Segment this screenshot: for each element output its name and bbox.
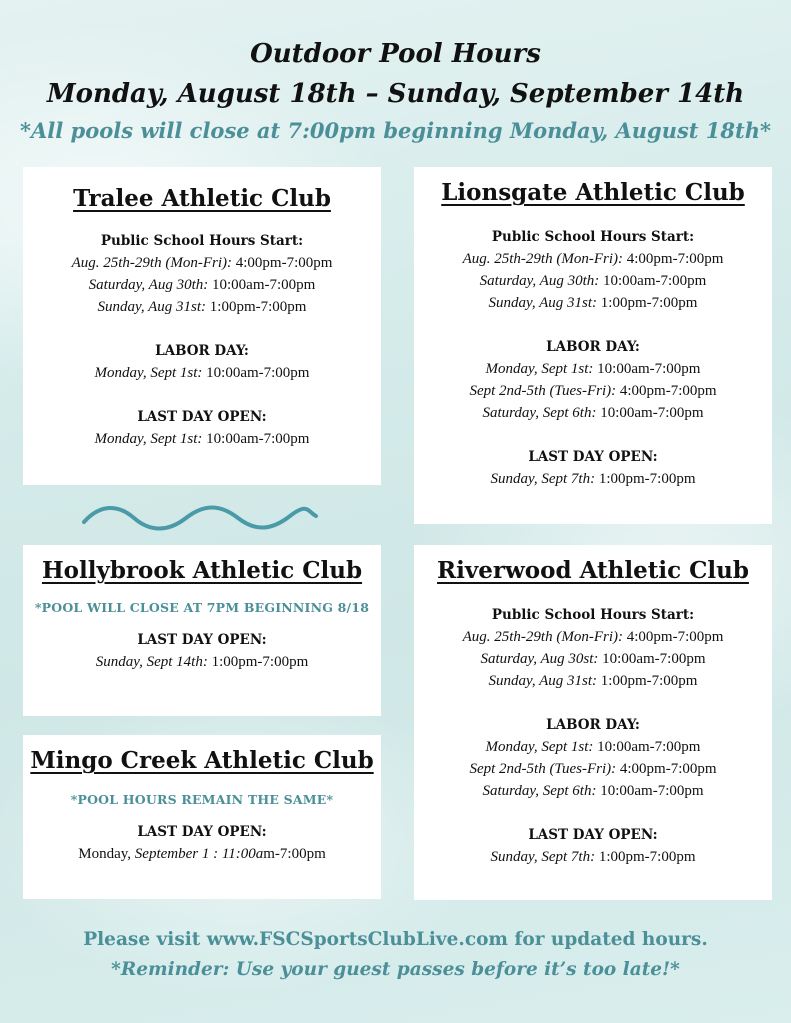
card-mingo-creek [23,735,381,899]
school-hours-heading: Public School Hours Start: [100,233,304,249]
hours-line: Sunday, Sept 14th: 1:00pm-7:00pm [95,654,309,670]
card-riverwood [414,545,772,900]
card-hollybrook [23,545,381,716]
school-hours-heading: Public School Hours Start: [491,229,695,245]
labor-day-heading: LABOR DAY: [546,339,640,355]
card-title-riverwood: Riverwood Athletic Club [437,557,749,584]
page-title-line2: Monday, August 18th – Sunday, September 14th [46,79,745,109]
card-title-tralee: Tralee Athletic Club [73,185,331,212]
hours-line: Saturday, Aug 30th: 10:00am-7:00pm [88,277,316,293]
pool-hours-note: *POOL HOURS REMAIN THE SAME* [70,792,334,807]
last-day-heading: LAST DAY OPEN: [528,449,658,465]
card-tralee [23,167,381,485]
hours-line: Saturday, Sept 6th: 10:00am-7:00pm [482,405,704,421]
hours-line: Aug. 25th-29th (Mon-Fri): 4:00pm-7:00pm [71,255,333,271]
hours-line: Saturday, Aug 30th: 10:00am-7:00pm [479,273,707,289]
guest-pass-reminder: *Reminder: Use your guest passes before it’s too late!* [111,959,680,980]
last-day-heading: LAST DAY OPEN: [137,824,267,840]
hours-line: Sunday, Aug 31st: 1:00pm-7:00pm [97,299,307,315]
last-day-heading: LAST DAY OPEN: [528,827,658,843]
pool-close-note: *POOL WILL CLOSE AT 7PM BEGINNING 8/18 [34,600,370,615]
hours-line: Monday, Sept 1st: 10:00am-7:00pm [94,431,310,447]
page-subtitle: *All pools will close at 7:00pm beginning Monday, August 18th* [20,118,771,143]
wave-decoration-icon [80,500,320,536]
school-hours-heading: Public School Hours Start: [491,607,695,623]
card-title-hollybrook: Hollybrook Athletic Club [41,557,363,584]
hours-line: Sunday, Aug 31st: 1:00pm-7:00pm [488,673,698,689]
hours-line: Monday, Sept 1st: 10:00am-7:00pm [485,361,701,377]
hours-line: Sept 2nd-5th (Tues-Fri): 4:00pm-7:00pm [469,383,717,399]
last-day-heading: LAST DAY OPEN: [137,632,267,648]
card-lionsgate [414,167,772,524]
card-title-mingo-creek: Mingo Creek Athletic Club [30,747,374,774]
hours-line: Saturday, Aug 30st: 10:00am-7:00pm [480,651,706,667]
hours-line: Sunday, Sept 7th: 1:00pm-7:00pm [490,471,696,487]
hours-line: Aug. 25th-29th (Mon-Fri): 4:00pm-7:00pm [462,629,724,645]
website-notice: Please visit www.FSCSportsClubLive.com for updated hours. [83,929,708,950]
page-title-line1: Outdoor Pool Hours [250,39,541,69]
hours-line: Sept 2nd-5th (Tues-Fri): 4:00pm-7:00pm [469,761,717,777]
labor-day-heading: LABOR DAY: [546,717,640,733]
hours-line: Monday, Sept 1st: 10:00am-7:00pm [485,739,701,755]
hours-line: Sunday, Aug 31st: 1:00pm-7:00pm [488,295,698,311]
labor-day-heading: LABOR DAY: [155,343,249,359]
hours-line: Aug. 25th-29th (Mon-Fri): 4:00pm-7:00pm [462,251,724,267]
hours-line: Sunday, Sept 7th: 1:00pm-7:00pm [490,849,696,865]
last-day-heading: LAST DAY OPEN: [137,409,267,425]
hours-line: Monday, September 1 : 11:00am-7:00pm [78,846,326,862]
hours-line: Saturday, Sept 6th: 10:00am-7:00pm [482,783,704,799]
card-title-lionsgate: Lionsgate Athletic Club [441,179,745,206]
hours-line: Monday, Sept 1st: 10:00am-7:00pm [94,365,310,381]
page-footer [0,925,791,985]
page-header [0,34,791,148]
